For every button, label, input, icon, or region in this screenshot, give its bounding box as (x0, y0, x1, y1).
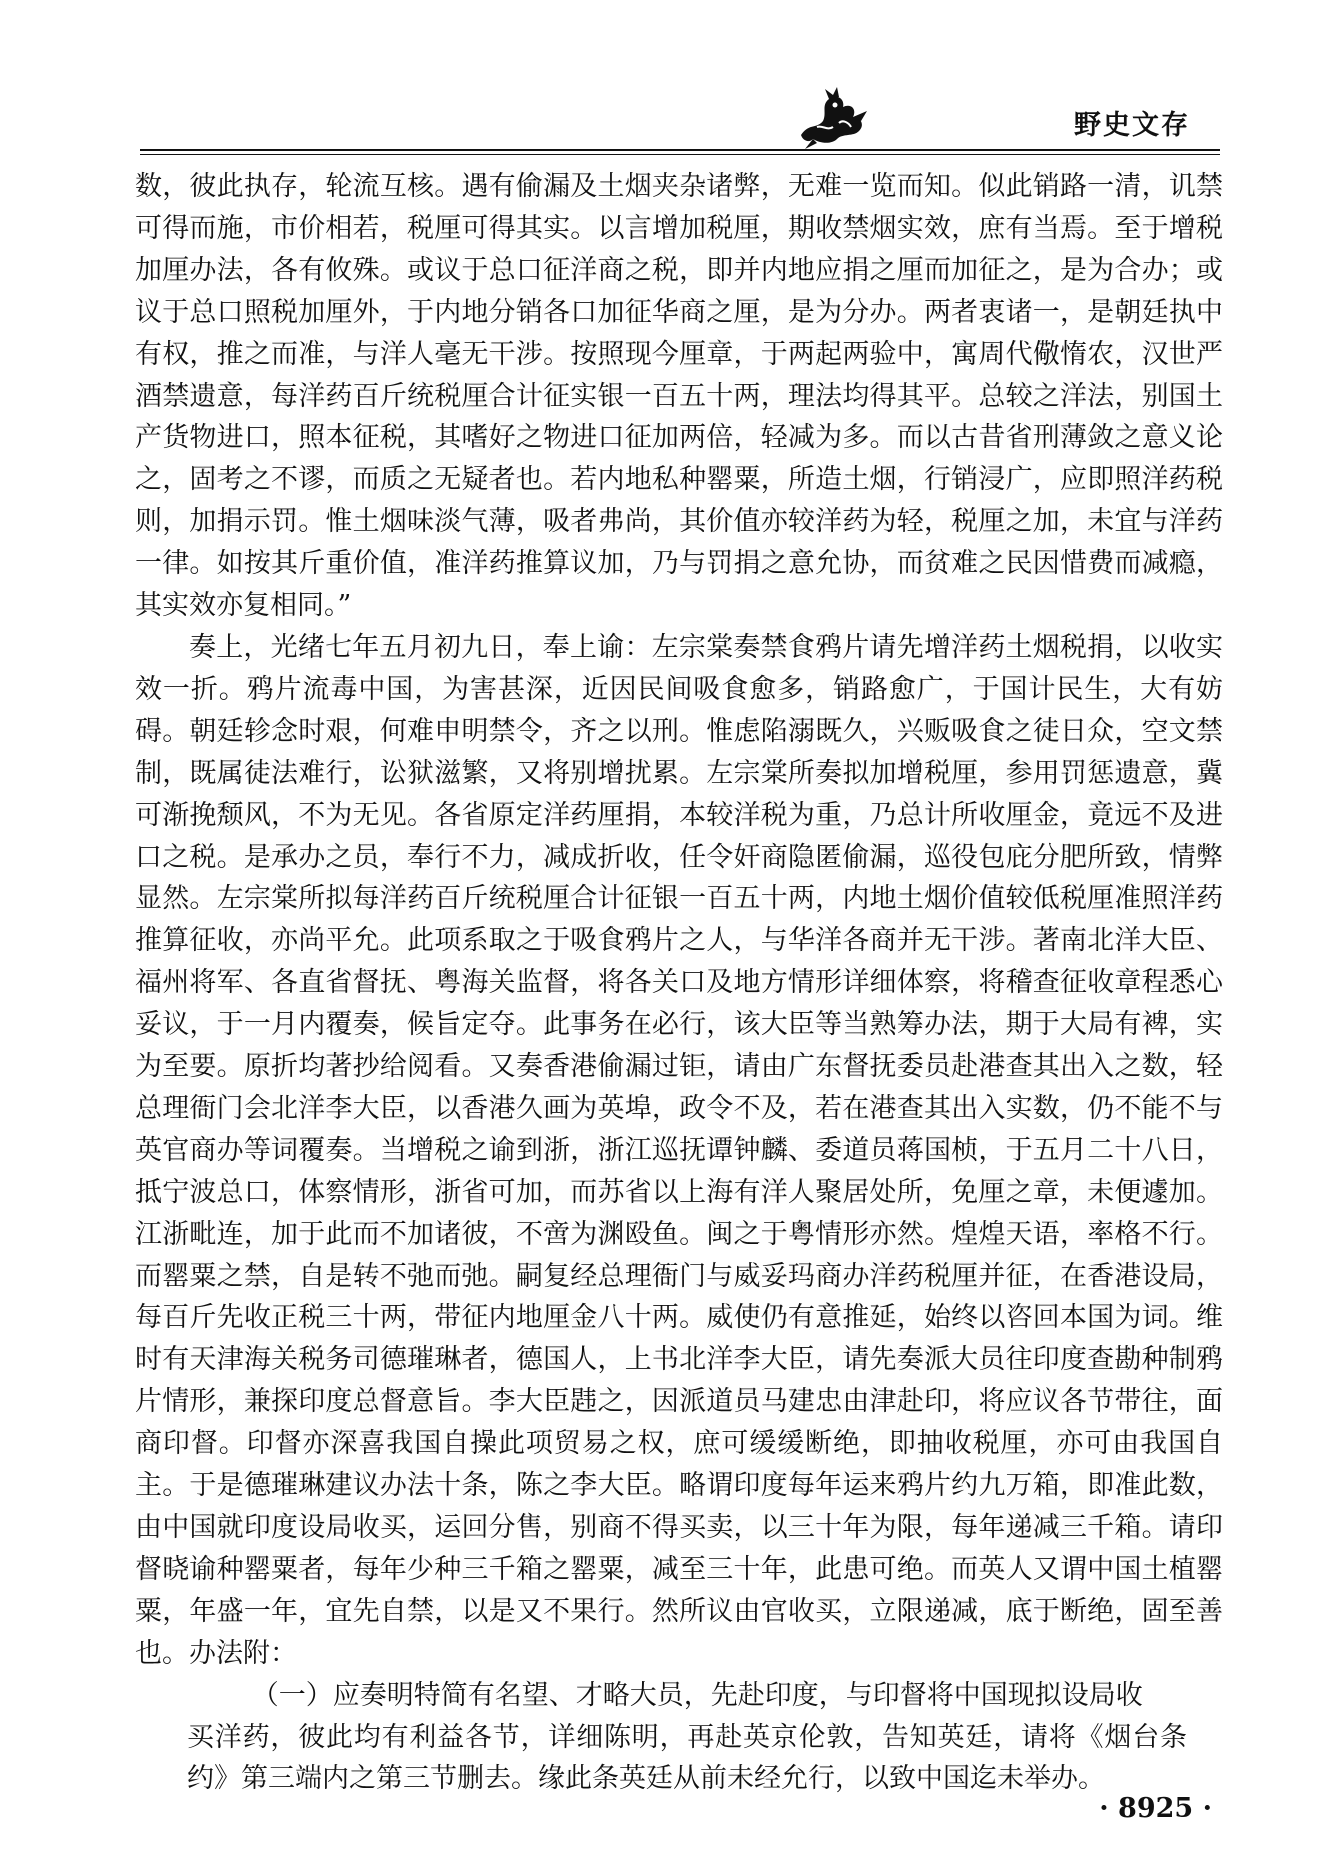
list-item-continuation: 买洋药，彼此均有利益各节，详细陈明，再赴英京伦敦，告知英廷，请将《烟台条约》第三端内之第三节删去。缘此条英廷从前未经允行，以致中国迄未举办。 (187, 1721, 1187, 1795)
header-divider (140, 149, 1220, 151)
paragraph: 数，彼此执存，轮流互核。遇有偷漏及土烟夹杂诸弊，无难一览而知。似此销路一清，讥禁可得而施，市价相若，税厘可得其实。以言增加税厘，期收禁烟实效，庶有当焉。至于增税加厘办法，各有攸殊。或议于总口征洋商之税，即并内地应捐之厘而加征之，是为合办；或议于总口照税加厘外，于内地分销各口加征华商之厘，是为分办。两者衷诸一，是朝廷执中有权，推之而准，与洋人毫无干涉。按照现今厘章，于两起两验中，寓周代儆惰农，汉世严酒禁遗意，每洋药百斤统税厘合计征实银一百五十两，理法均得其平。总较之洋法，别国土产货物进口，照本征税，其嗜好之物进口征加两倍，轻减为多。而以古昔省刑薄敛之意义论之，固考之不谬，而质之无疑者也。若内地私种罂粟，所造土烟，行销浸广，应即照洋药税则，加捐示罚。惟土烟味淡气薄，吸者弗尚，其价值亦较洋药为轻，税厘之加，未宜与洋药一律。如按其斤重价值，准洋药推算议加，乃与罚捐之意允协，而贫难之民因惜费而减瘾，其实效亦复相同。” (135, 171, 1223, 622)
list-item (187, 1675, 1187, 1801)
main-text (135, 166, 1223, 1800)
section-title: 野史文存 (1074, 110, 1190, 141)
page-header (140, 75, 1220, 153)
page-number: · 8925 · (1099, 1793, 1212, 1824)
paragraph: 奏上，光绪七年五月初九日，奉上谕：左宗棠奏禁食鸦片请先增洋药土烟税捐，以收实效一折。鸦片流毒中国，为害甚深，近因民间吸食愈多，销路愈广，于国计民生，大有妨碍。朝廷轸念时艰，何难申明禁令，齐之以刑。惟虑陷溺既久，兴贩吸食之徒日众，空文禁制，既属徒法难行，讼狱滋繁，又将别增扰累。左宗棠所奏拟加增税厘，参用罚惩遗意，冀可渐挽颓风，不为无见。各省原定洋药厘捐，本较洋税为重，乃总计所收厘金，竟远不及进口之税。是承办之员，奉行不力，减成折收，任令奸商隐匿偷漏，巡役包庇分肥所致，情弊显然。左宗棠所拟每洋药百斤统税厘合计征银一百五十两，内地土烟价值较低税厘准照洋药推算征收，亦尚平允。此项系取之于吸食鸦片之人，与华洋各商并无干涉。著南北洋大臣、福州将军、各直省督抚、粤海关监督，将各关口及地方情形详细体察，将稽查征收章程悉心妥议，于一月内覆奏，候旨定夺。此事务在必行，该大臣等当熟筹办法，期于大局有裨，实为至要。原折均著抄给阅看。又奏香港偷漏过钜，请由广东督抚委员赴港查其出入之数，轻总理衙门会北洋李大臣，以香港久画为英埠，政令不及，若在港查其出入实数，仍不能不与英官商办等词覆奏。当增税之谕到浙，浙江巡抚谭钟麟、委道员蒋国桢，于五月二十八日，抵宁波总口，体察情形，浙省可加，而苏省以上海有洋人聚居处所，免厘之章，未便遽加。江浙毗连，加于此而不加诸彼，不啻为渊殴鱼。闽之于粤情形亦然。煌煌天语，率格不行。而罂粟之禁，自是转不弛而弛。嗣复经总理衙门与威妥玛商办洋药税厘并征，在香港设局，每百斤先收正税三十两，带征内地厘金八十两。威使仍有意推延，始终以咨回本国为词。维时有天津海关税务司德璀琳者，德国人，上书北洋李大臣，请先奏派大员往印度查勘种制鸦片情形，兼探印度总督意旨。李大臣韪之，因派道员马建忠由津赴印，将应议各节带往，面商印督。印督亦深喜我国自操此项贸易之权，庶可缓缓断绝，即抽收税厘，亦可由我国自主。于是德璀琳建议办法十条，陈之李大臣。略谓印度每年运来鸦片约九万箱，即准此数，由中国就印度设局收买，运回分售，别商不得买卖，以三十年为限，每年递减三千箱。请印督晓谕种罂粟者，每年少种三千箱之罂粟，减至三十年，此患可绝。而英人又谓中国土植罂粟，年盛一年，宜先自禁，以是又不果行。然所议由官收买，立限递减，底于断绝，固至善也。办法附： (135, 631, 1223, 1669)
header-divider-thin (140, 154, 1220, 155)
list-item-first-line: （一）应奏明特简有名望、才略大员，先赴印度，与印督将中国现拟设局收 (251, 1679, 1143, 1711)
dragon-emblem-icon (795, 83, 875, 151)
